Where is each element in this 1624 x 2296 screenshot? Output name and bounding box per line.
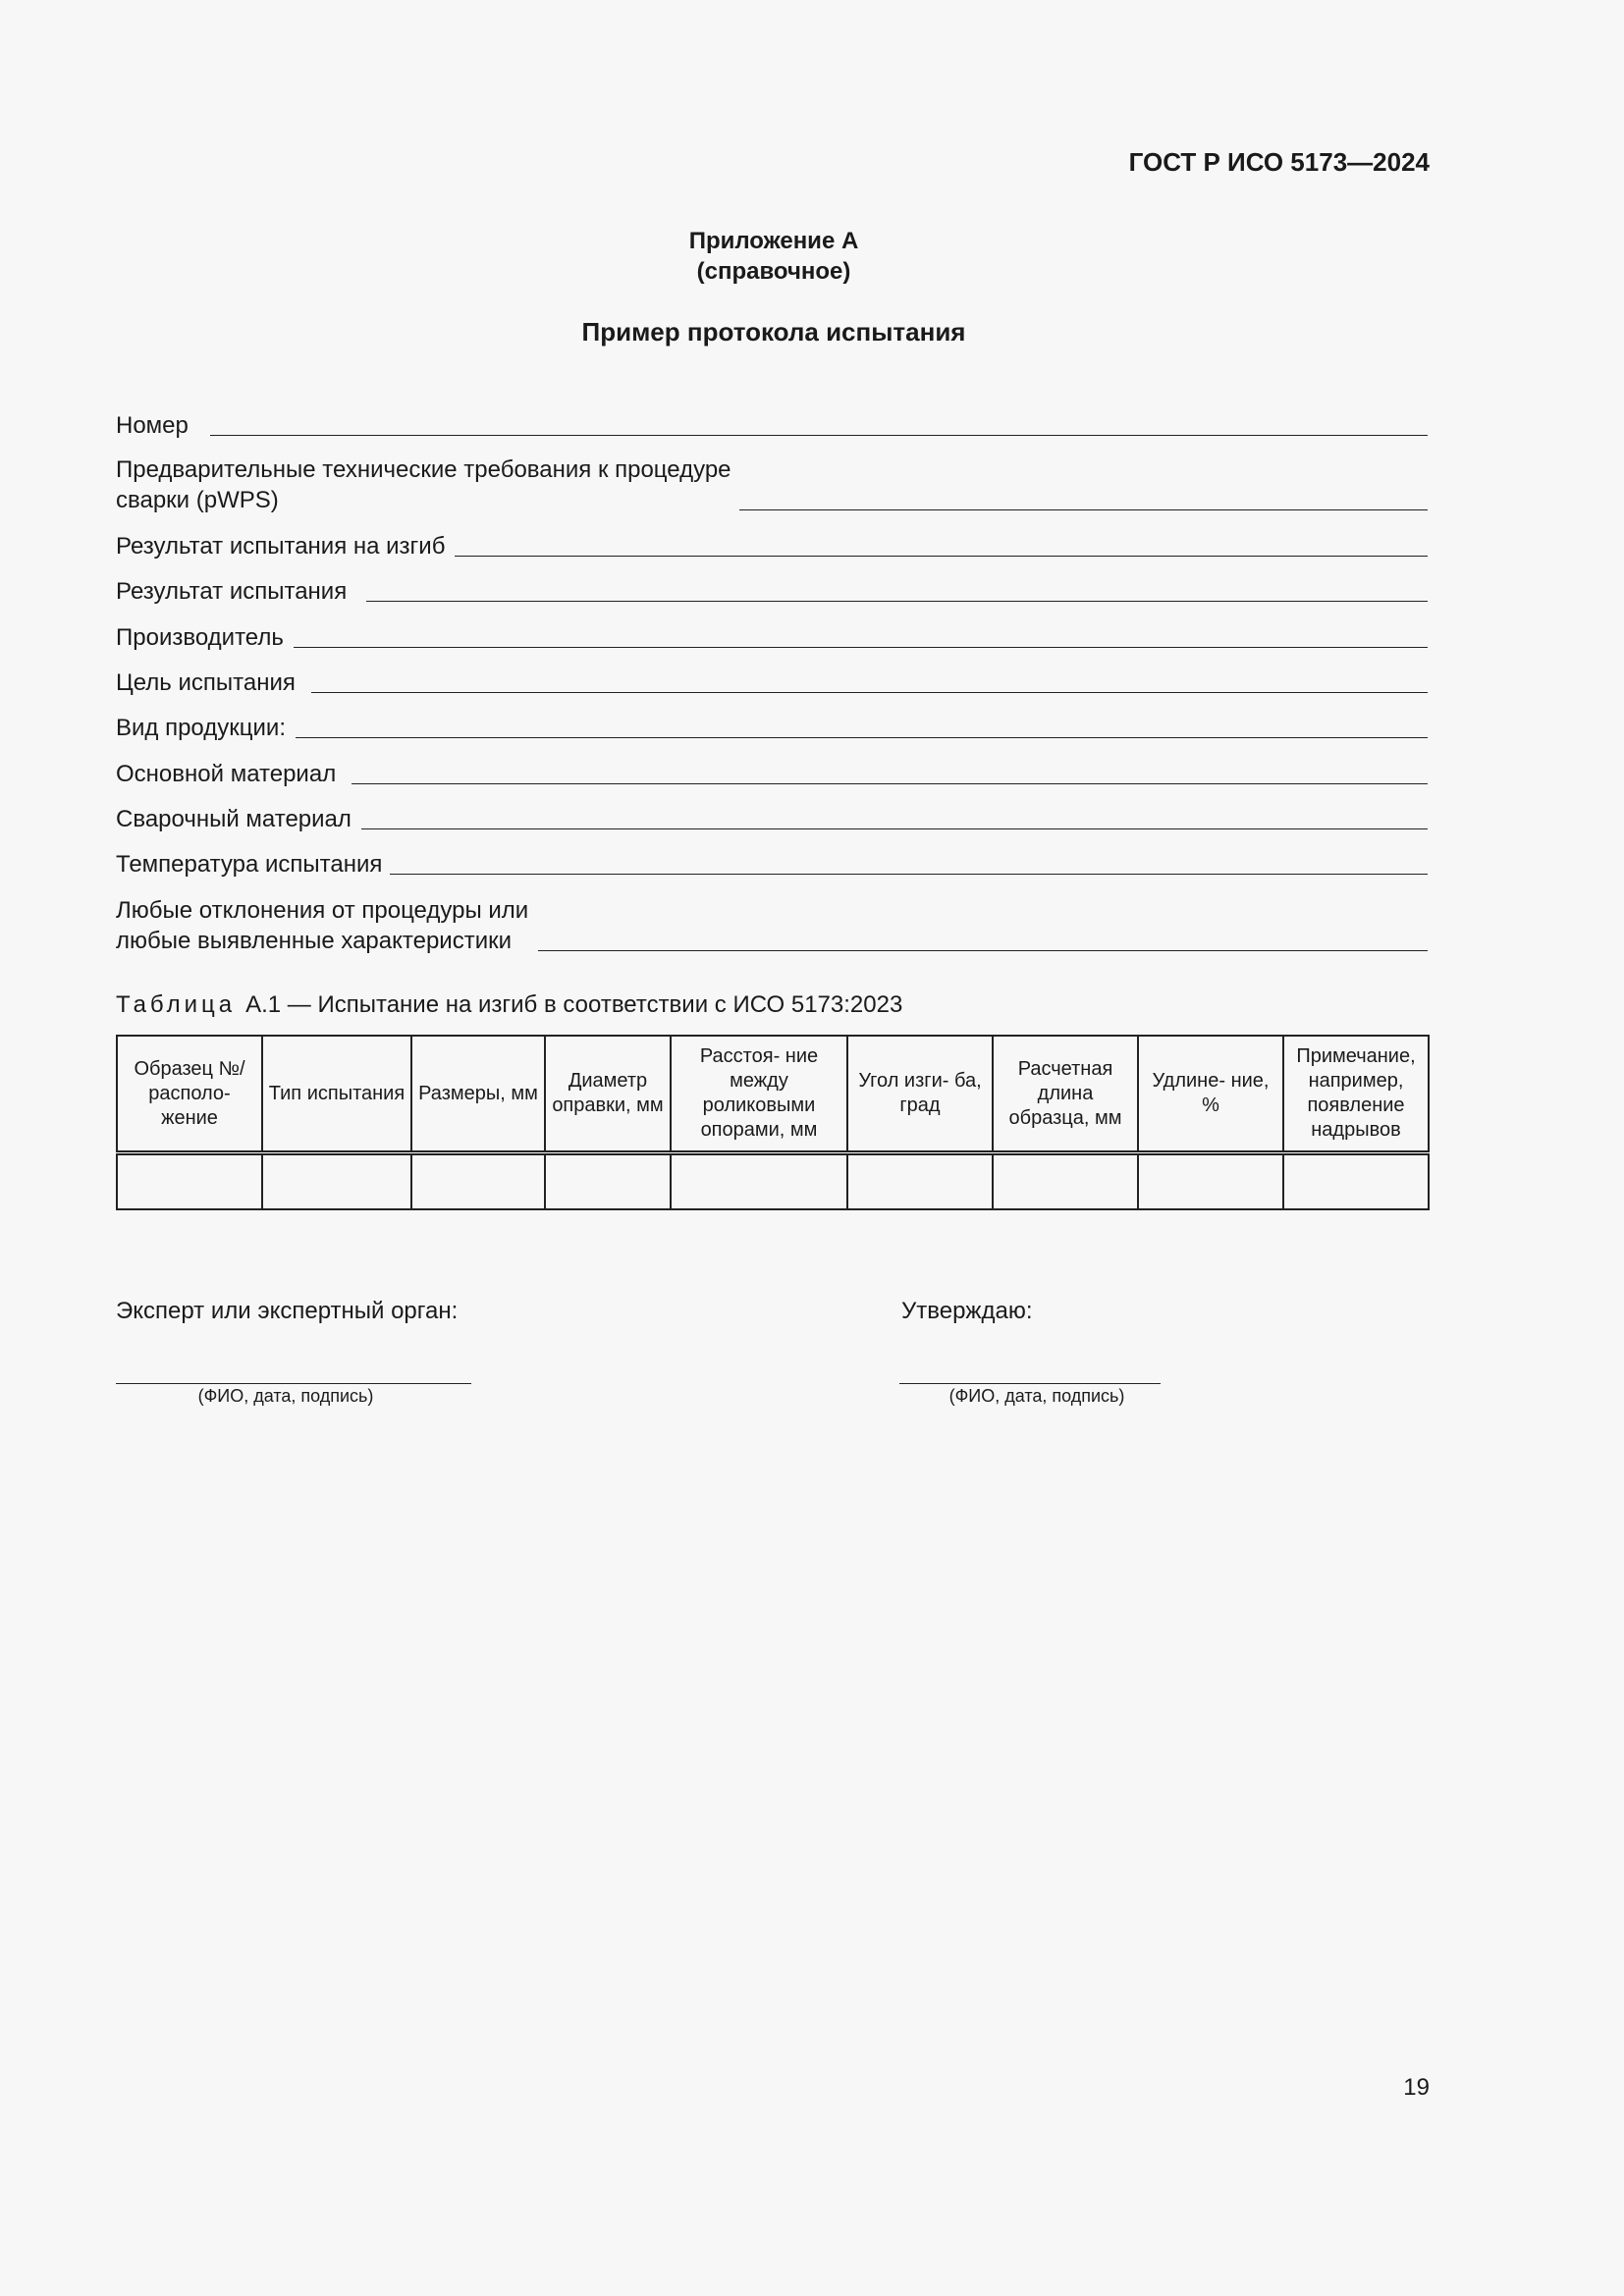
table-caption-prefix: Таблица <box>116 991 237 1018</box>
table-header-cell: Диаметр оправки, мм <box>545 1036 671 1153</box>
annex-type: (справочное) <box>696 258 851 285</box>
table-cell[interactable] <box>117 1153 262 1210</box>
fill-line <box>296 736 1428 738</box>
table-cell[interactable] <box>1138 1153 1283 1210</box>
field-label: Любые отклонения от процедуры или любые выявленные характеристики <box>116 897 529 954</box>
annex-title: Приложение А <box>688 228 859 254</box>
field-label: Результат испытания <box>116 578 348 605</box>
field-test-purpose <box>116 667 1428 698</box>
page-title: Пример протокола испытания <box>581 317 966 347</box>
fill-line <box>366 600 1428 602</box>
table-header-cell: Размеры, мм <box>411 1036 545 1153</box>
table-header-cell: Расстоя- ние между роликовыми опорами, мм <box>671 1036 847 1153</box>
field-test-result <box>116 576 1428 607</box>
page-number: 19 <box>1403 2074 1430 2101</box>
table-header-cell: Образец №/ располо- жение <box>117 1036 262 1153</box>
field-label: Производитель <box>116 624 284 651</box>
approve-signature-note: (ФИО, дата, подпись) <box>948 1386 1125 1406</box>
annex-heading <box>0 226 1547 287</box>
table-header-cell: Удлине- ние, % <box>1138 1036 1283 1153</box>
table-caption <box>116 991 902 1019</box>
bend-test-table <box>116 1035 1430 1210</box>
table-cell[interactable] <box>411 1153 545 1210</box>
field-label: Цель испытания <box>116 669 296 696</box>
table-header-cell: Расчетная длина образца, мм <box>993 1036 1138 1153</box>
table-cell[interactable] <box>262 1153 411 1210</box>
table-header-cell: Примечание, например, появление надрывов <box>1283 1036 1429 1153</box>
table-header-row <box>117 1036 1429 1153</box>
fill-line <box>455 555 1428 557</box>
table-cell[interactable] <box>671 1153 847 1210</box>
expert-label: Эксперт или экспертный орган: <box>116 1298 459 1324</box>
approve-label: Утверждаю: <box>901 1298 1033 1324</box>
field-label: Вид продукции: <box>116 715 286 741</box>
expert-signature-line <box>116 1382 471 1384</box>
table-cell[interactable] <box>847 1153 993 1210</box>
field-label: Основной материал <box>116 761 337 787</box>
field-pwps <box>116 454 1428 515</box>
table-cell[interactable] <box>1283 1153 1429 1210</box>
fill-line <box>361 828 1428 829</box>
fill-line <box>390 873 1428 875</box>
fill-line <box>739 508 1428 510</box>
field-number <box>116 410 1428 441</box>
field-bend-result <box>116 531 1428 561</box>
field-label: Предварительные технические требования к процедуре сварки (pWPS) <box>116 456 731 513</box>
fill-line <box>538 949 1428 951</box>
expert-signature-note: (ФИО, дата, подпись) <box>197 1386 374 1406</box>
approve-signature-line <box>899 1382 1161 1384</box>
field-label: Сварочный материал <box>116 806 352 832</box>
field-label: Температура испытания <box>116 851 383 878</box>
field-base-material <box>116 759 1428 789</box>
table-header-cell: Тип испытания <box>262 1036 411 1153</box>
table-header-cell: Угол изги- ба, град <box>847 1036 993 1153</box>
document-code: ГОСТ Р ИСО 5173—2024 <box>1128 147 1430 177</box>
table-row <box>117 1153 1429 1210</box>
field-label: Результат испытания на изгиб <box>116 533 446 560</box>
fill-line <box>210 434 1428 436</box>
field-test-temperature <box>116 849 1428 880</box>
field-product-type <box>116 713 1428 743</box>
table-cell[interactable] <box>545 1153 671 1210</box>
table-caption-text: А.1 — Испытание на изгиб в соответствии с ИСО 5173:2023 <box>245 991 903 1018</box>
field-welding-material <box>116 804 1428 834</box>
fill-line <box>311 691 1428 693</box>
table-cell[interactable] <box>993 1153 1138 1210</box>
fill-line <box>352 782 1428 784</box>
field-label: Номер <box>116 412 189 439</box>
field-manufacturer <box>116 622 1428 653</box>
fill-line <box>294 646 1428 648</box>
field-deviations <box>116 895 1428 956</box>
